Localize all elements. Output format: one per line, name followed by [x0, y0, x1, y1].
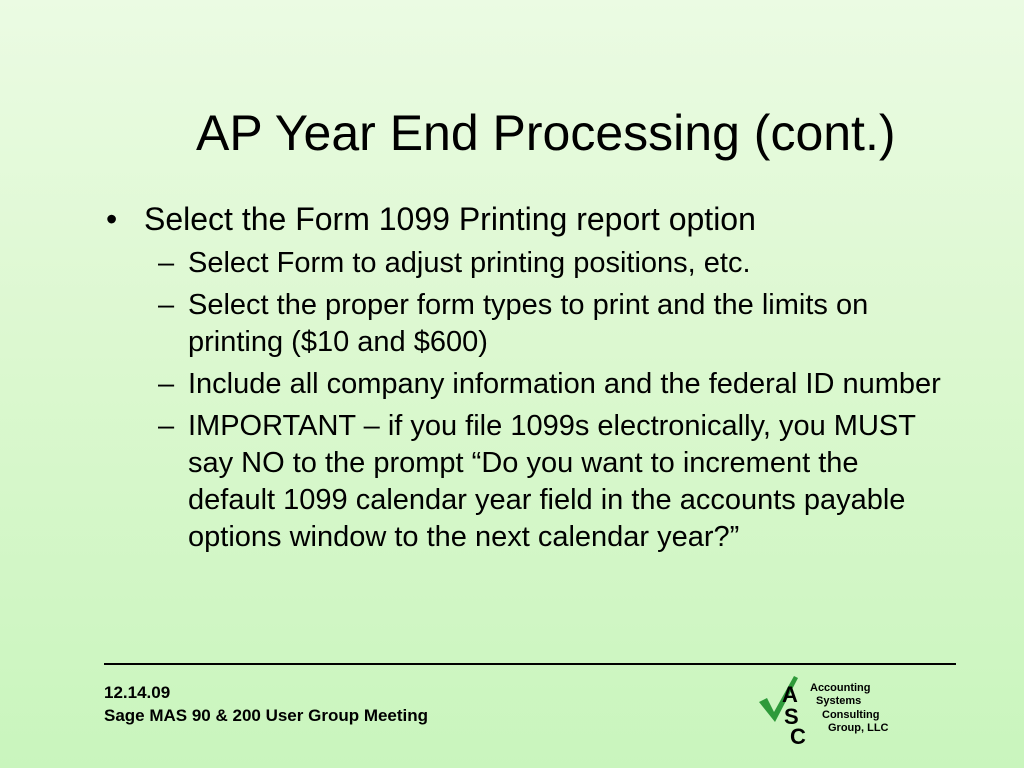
slide-body: [106, 198, 986, 556]
bullet-item: [106, 198, 986, 240]
dash-marker: –: [158, 247, 175, 279]
company-logo: [758, 672, 918, 746]
logo-letter-a: A: [782, 682, 798, 707]
slide-title: AP Year End Processing (cont.): [196, 105, 896, 161]
sub-bullet-item: [158, 245, 948, 282]
bullet-text: Select the Form 1099 Printing report option: [144, 201, 756, 237]
dash-marker: –: [158, 410, 175, 442]
sub-bullet-text: IMPORTANT – if you file 1099s electronically, you MUST say NO to the prompt “Do you want to increment the default 1099 calendar year field in the accounts payable options window to the next calendar year?”: [188, 410, 916, 553]
logo-text-accounting: Accounting: [810, 682, 871, 694]
sub-bullet-item: [158, 408, 948, 556]
logo-letter-s: S: [784, 704, 799, 729]
dash-marker: –: [158, 289, 175, 321]
sub-bullet-text: Select Form to adjust printing positions, etc.: [188, 247, 751, 279]
dash-marker: –: [158, 368, 175, 400]
logo-text-consulting: Consulting: [822, 709, 880, 721]
bullet-marker: •: [106, 201, 118, 237]
sub-bullet-item: [158, 287, 948, 361]
footer-divider: [104, 663, 956, 665]
footer-date: 12.14.09: [104, 683, 171, 702]
sub-bullet-item: [158, 366, 948, 403]
sub-bullet-text: Include all company information and the federal ID number: [188, 368, 941, 400]
checkmark-logo-icon: [758, 672, 810, 746]
sub-bullet-list: [158, 245, 986, 556]
logo-text-systems: Systems: [816, 695, 862, 707]
footer-meeting-name: Sage MAS 90 & 200 User Group Meeting: [104, 706, 429, 725]
logo-letter-c: C: [790, 724, 806, 746]
sub-bullet-text: Select the proper form types to print and the limits on printing ($10 and $600): [188, 289, 869, 358]
logo-text-group: Group, LLC: [828, 722, 889, 734]
